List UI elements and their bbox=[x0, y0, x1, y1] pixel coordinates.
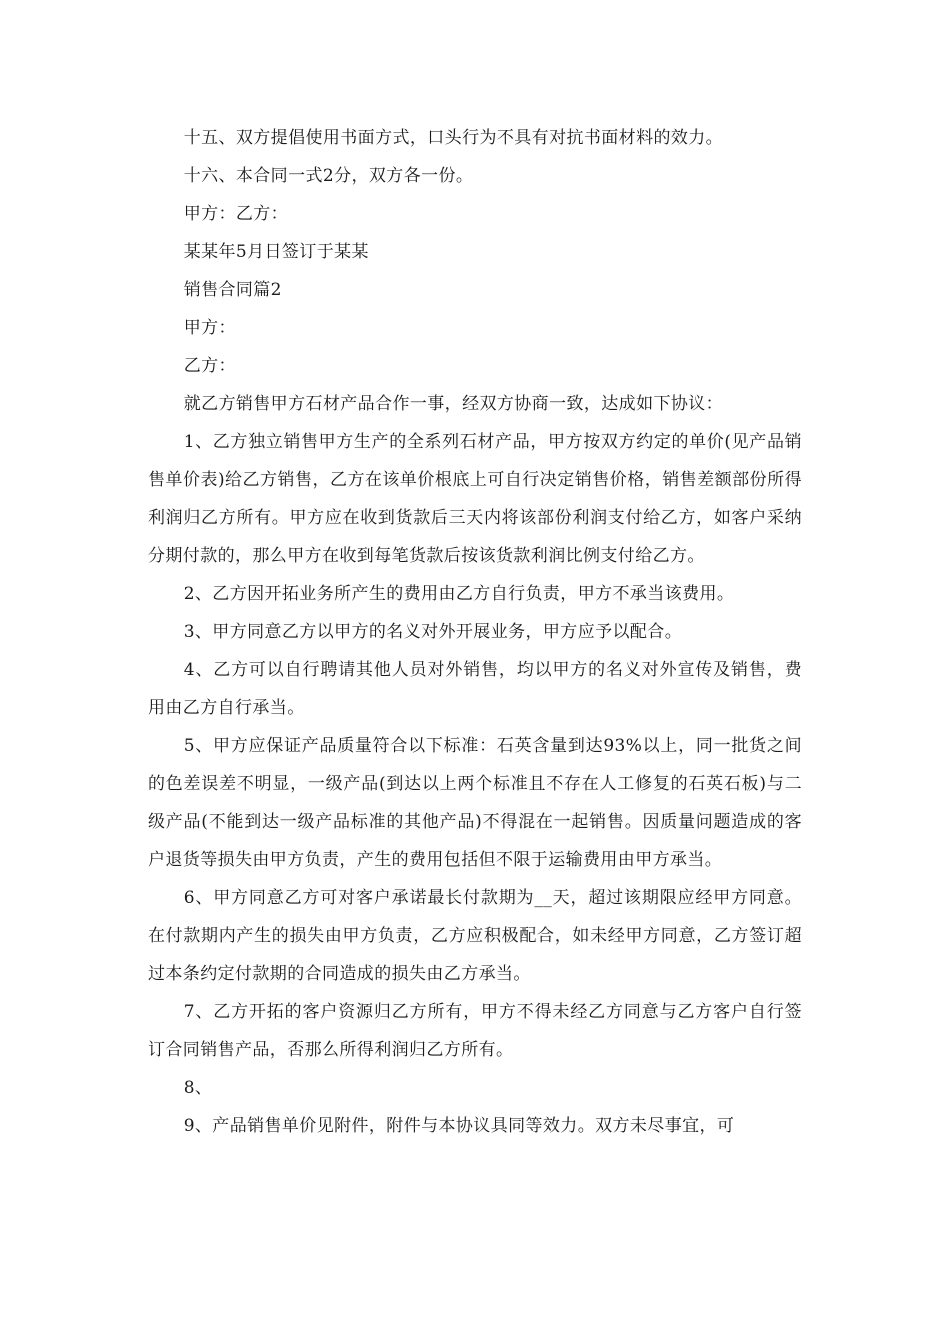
clause-15: 十五、双方提倡使用书面方式，口头行为不具有对抗书面材料的效力。 bbox=[183, 128, 724, 148]
contract-body bbox=[148, 119, 802, 1145]
clause-6: 6、甲方同意乙方可对客户承诺最长付款期为__天，超过该期限应经甲方同意。在付款期内产生的损失由甲方负责，乙方应积极配合，如未经甲方同意，乙方签订超过本条约定付款期的合同造成的损失由乙方承当。 bbox=[148, 888, 802, 984]
clause-16: 十六、本合同一式2分，双方各一份。 bbox=[183, 166, 474, 186]
clause-8: 8、 bbox=[183, 1078, 213, 1098]
clause-7: 7、乙方开拓的客户资源归乙方所有，甲方不得未经乙方同意与乙方客户自行签订合同销售产品，否那么所得利润归乙方所有。 bbox=[148, 1002, 802, 1060]
clause-5: 5、甲方应保证产品质量符合以下标准：石英含量到达93%以上，同一批货之间的色差误差不明显，一级产品(到达以上两个标准且不存在人工修复的石英石板)与二级产品(不能到达一级产品标准的其他产品)不得混在一起销售。因质量问题造成的客户退货等损失由甲方负责，产生的费用包括但不限于运输费用由甲方承当。 bbox=[148, 736, 802, 870]
clause-4: 4、乙方可以自行聘请其他人员对外销售，均以甲方的名义对外宣传及销售，费用由乙方自行承当。 bbox=[148, 660, 802, 718]
agreement-intro: 就乙方销售甲方石材产品合作一事，经双方协商一致，达成如下协议： bbox=[183, 394, 724, 414]
clause-9: 9、产品销售单价见附件，附件与本协议具同等效力。双方未尽事宜，可 bbox=[183, 1116, 735, 1136]
party-b: 乙方： bbox=[183, 356, 236, 376]
clause-1: 1、乙方独立销售甲方生产的全系列石材产品，甲方按双方约定的单价(见产品销售单价表)给乙方销售，乙方在该单价根底上可自行决定销售价格，销售差额部份所得利润归乙方所有。甲方应在收到货款后三天内将该部份利润支付给乙方，如客户采纳分期付款的，那么甲方在收到每笔货款后按该货款利润比例支付给乙方。 bbox=[148, 432, 802, 566]
clause-3: 3、甲方同意乙方以甲方的名义对外开展业务，甲方应予以配合。 bbox=[183, 622, 683, 642]
party-a: 甲方： bbox=[183, 318, 236, 338]
signature-parties: 甲方：乙方： bbox=[183, 204, 289, 224]
section-title: 销售合同篇2 bbox=[183, 280, 282, 300]
clause-2: 2、乙方因开拓业务所产生的费用由乙方自行负责，甲方不承当该费用。 bbox=[183, 584, 735, 604]
signing-date-place: 某某年5月日签订于某某 bbox=[183, 242, 369, 262]
